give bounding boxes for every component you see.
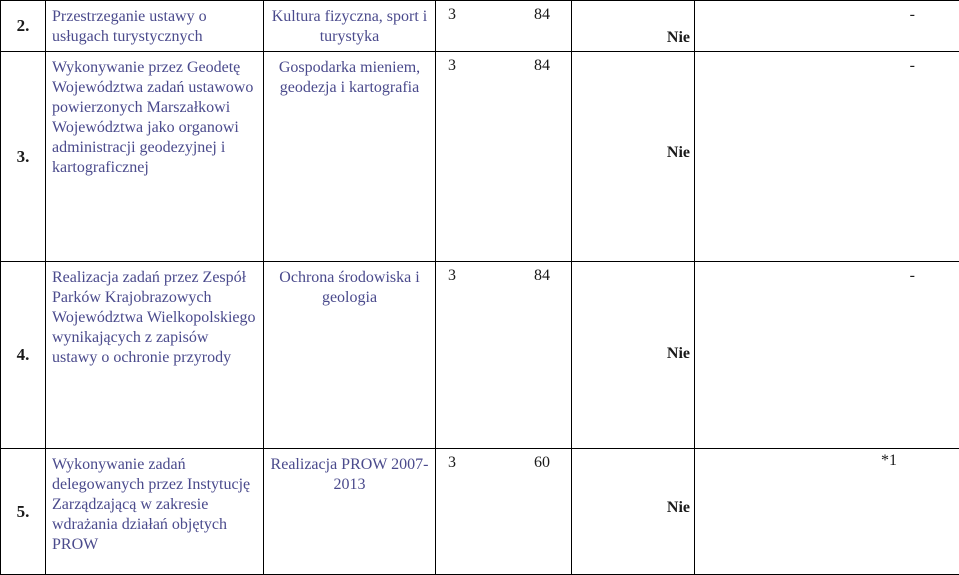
row-value-cell: [436, 449, 572, 575]
row-description: Wykonywanie przez Geodetę Województwa zadań ustawowo powierzonych Marszałkowi Województwa jako organowi administracji geodezyjnej i kartograficznej: [46, 52, 264, 262]
row-value-cell: [436, 262, 572, 449]
row-area: Kultura fizyczna, sport i turystyka: [264, 1, 436, 52]
row-value-1: 3: [448, 454, 456, 472]
table-row: [1, 262, 959, 449]
row-note: -: [910, 57, 915, 75]
row-description: Realizacja zadań przez Zespół Parków Krajobrazowych Województwa Wielkopolskiego wynikających z zapisów ustawy o ochronie przyrody: [46, 262, 264, 449]
row-number: 5.: [1, 449, 46, 575]
row-area: Gospodarka mieniem, geodezja i kartografia: [264, 52, 436, 262]
row-note-cell: [695, 1, 959, 52]
table-row: [1, 449, 959, 575]
row-flag-cell: [572, 449, 695, 575]
row-flag-cell: [572, 262, 695, 449]
row-number: 3.: [1, 52, 46, 262]
row-area: Ochrona środowiska i geologia: [264, 262, 436, 449]
row-value-2: 84: [534, 267, 550, 285]
row-note: -: [910, 6, 915, 24]
row-value-2: 84: [534, 57, 550, 75]
row-value-2: 60: [534, 454, 550, 472]
row-value-1: 3: [448, 267, 456, 285]
row-note: *1: [881, 452, 897, 470]
row-note-cell: [695, 449, 959, 575]
row-description: Przestrzeganie ustawy o usługach turystycznych: [46, 1, 264, 52]
row-value-2: 84: [534, 6, 550, 24]
row-number: 4.: [1, 262, 46, 449]
row-note-cell: [695, 262, 959, 449]
row-value-cell: [436, 52, 572, 262]
row-description: Wykonywanie zadań delegowanych przez Instytucję Zarządzającą w zakresie wdrażania działań objętych PROW: [46, 449, 264, 575]
row-value-1: 3: [448, 6, 456, 24]
row-flag: Nie: [572, 29, 690, 47]
table-row: [1, 52, 959, 262]
row-flag: Nie: [572, 499, 690, 517]
row-number: 2.: [1, 1, 46, 52]
row-flag: Nie: [572, 345, 690, 363]
row-flag: Nie: [572, 144, 690, 162]
row-note: -: [910, 267, 915, 285]
row-value-cell: [436, 1, 572, 52]
row-note-cell: [695, 52, 959, 262]
row-area: Realizacja PROW 2007-2013: [264, 449, 436, 575]
row-value-1: 3: [448, 57, 456, 75]
row-flag-cell: [572, 52, 695, 262]
row-flag-cell: [572, 1, 695, 52]
table-row: [1, 1, 959, 52]
